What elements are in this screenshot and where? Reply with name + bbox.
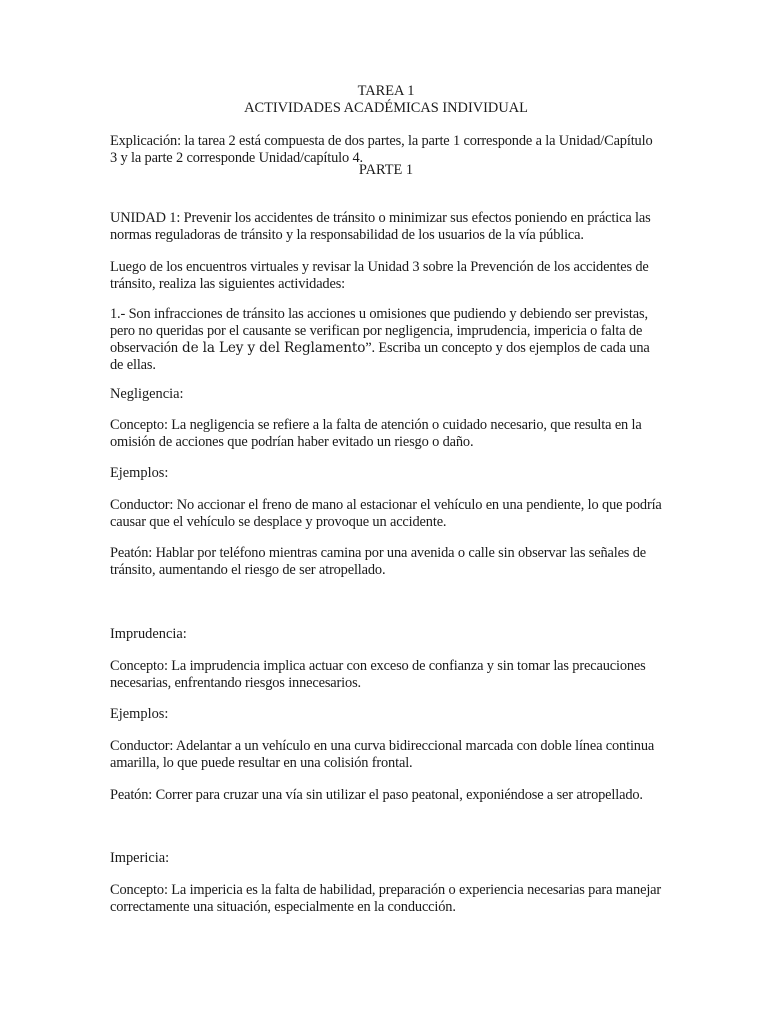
section-heading-impericia: Impericia: [110,850,170,866]
pedestrian-example-imprudencia: Peatón: Correr para cruzar una vía sin utilizar el paso peatonal, exponiéndose a ser atropellado. [110,787,643,803]
intro-paragraph: Luego de los encuentros virtuales y revisar la Unidad 3 sobre la Prevención de los accidentes de tránsito, realiza las siguientes actividades: [110,259,649,292]
explanation-paragraph: Explicación: la tarea 2 está compuesta de dos partes, la parte 1 corresponde a la Unidad/Capítulo 3 y la parte 2 corresponde Unidad/capítulo 4. [110,133,653,166]
question-text-2: de la Ley y del Reglamento [177,340,366,356]
document-title: TAREA 1 [357,83,415,99]
section-heading-imprudencia: Imprudencia: [110,626,187,642]
pedestrian-example-negligencia: Peatón: Hablar por teléfono mientras camina por una avenida o calle sin observar las señales de tránsito, aumentando el riesgo de ser atropellado. [110,545,646,578]
question-text-3: ”. Escriba un concepto [365,340,493,356]
driver-example-negligencia: Conductor: No accionar el freno de mano al estacionar el vehículo en una pendiente, lo que podría causar que el vehículo se desplace y provoque un accidente. [110,497,662,530]
question-paragraph [110,306,662,374]
question-text-1: 1.- Son infracciones de tránsito las acciones u omisiones que pudiendo y debiendo ser previstas, pero no queridas por el causante se verifican por negligencia, imprudencia, impericia o falta de observación [110,306,648,356]
document-subtitle: ACTIVIDADES ACADÉMICAS INDIVIDUAL [244,100,528,116]
concept-negligencia: Concepto: La negligencia se refiere a la falta de atención o cuidado necesario, que resulta en la omisión de acciones que podrían haber evitado un riesgo o daño. [110,417,642,450]
unit-paragraph: UNIDAD 1: Prevenir los accidentes de tránsito o minimizar sus efectos poniendo en práctica las normas reguladoras de tránsito y la responsabilidad de los usuarios de la vía pública. [110,210,651,243]
question-text-4: y dos ejemplos de cada una de ellas. [110,340,650,373]
section-heading-negligencia: Negligencia: [110,386,184,402]
examples-label-negligencia: Ejemplos: [110,465,169,481]
concept-impericia: Concepto: La impericia es la falta de habilidad, preparación o experiencia necesarias para manejar correctamente una situación, especialmente en la conducción. [110,882,662,915]
driver-example-imprudencia: Conductor: Adelantar a un vehículo en una curva bidireccional marcada con doble línea continua amarilla, lo que puede resultar en una colisión frontal. [110,738,655,771]
examples-label-imprudencia: Ejemplos: [110,706,169,722]
part-heading: PARTE 1 [358,162,414,178]
concept-imprudencia: Concepto: La imprudencia implica actuar con exceso de confianza y sin tomar las precauciones necesarias, enfrentando riesgos innecesarios. [110,658,646,691]
